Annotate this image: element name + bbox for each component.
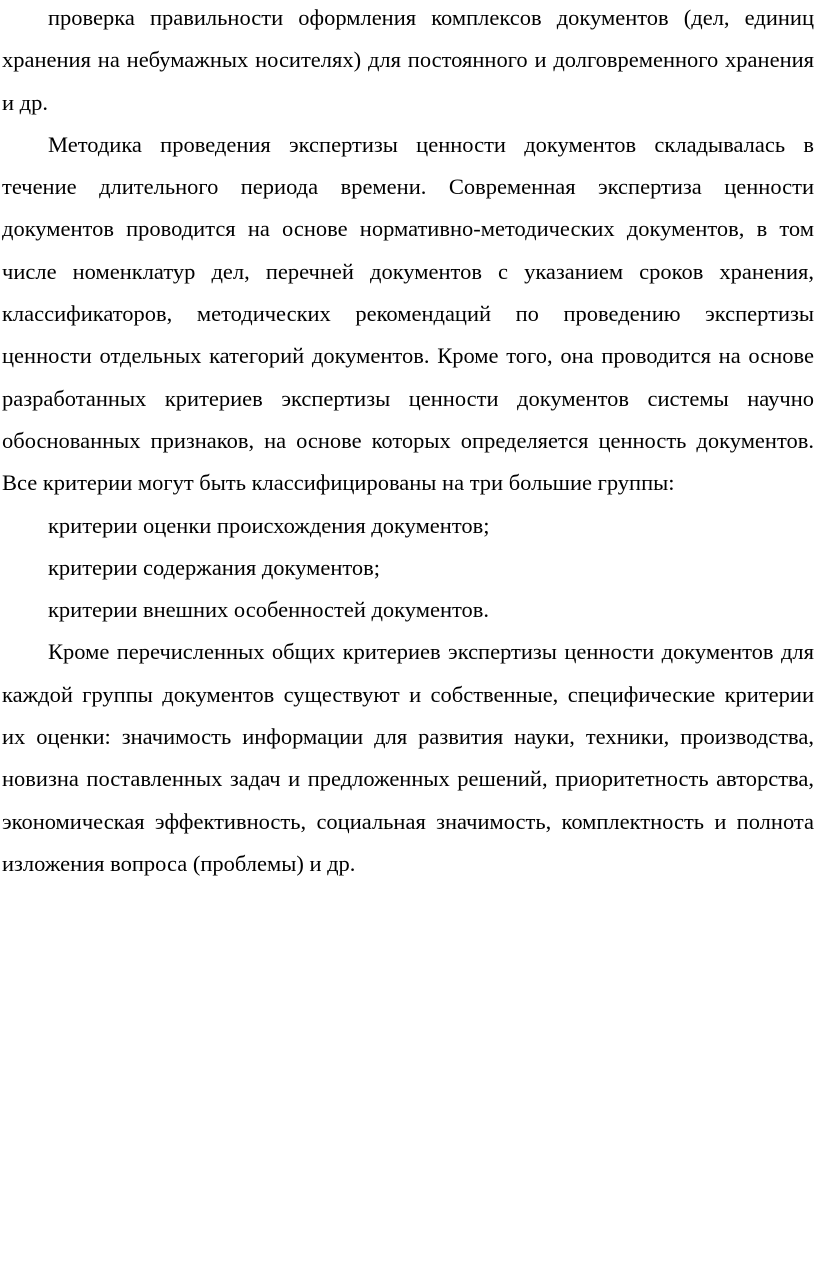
list-item-external-criteria: критерии внешних особенностей документов. xyxy=(48,597,490,623)
paragraph-specific-criteria: Кроме перечисленных общих критериев экспертизы ценности документов для каждой группы документов существуют и собственные, специфические критерии их оценки: значимость информации для развития науки, техники, производства, новизна поставленных задач и предложенных решений, приоритетность авторства, экономическая эффективность, социальная значимость, комплектность и полнота изложения вопроса (проблемы) и др. xyxy=(2,639,814,876)
document-body xyxy=(2,0,814,885)
list-item-origin-criteria: критерии оценки происхождения документов; xyxy=(48,512,490,538)
paragraph-verification: проверка правильности оформления комплексов документов (дел, единиц хранения на небумажных носителях) для постоянного и долговременного хранения и др. xyxy=(2,5,814,115)
paragraph-methodology: Методика проведения экспертизы ценности документов складывалась в течение длительного периода времени. Современная экспертиза ценности документов проводится на основе нормативно-методических документов, в том числе номенклатур дел, перечней документов с указанием сроков хранения, классификаторов, методических рекомендаций по проведению экспертизы ценности отдельных категорий документов. Кроме того, она проводится на основе разработанных критериев экспертизы ценности документов системы научно обоснованных признаков, на основе которых определяется ценность документов. Все критерии могут быть классифицированы на три большие группы: xyxy=(2,131,814,496)
list-item-content-criteria: критерии содержания документов; xyxy=(48,554,381,580)
